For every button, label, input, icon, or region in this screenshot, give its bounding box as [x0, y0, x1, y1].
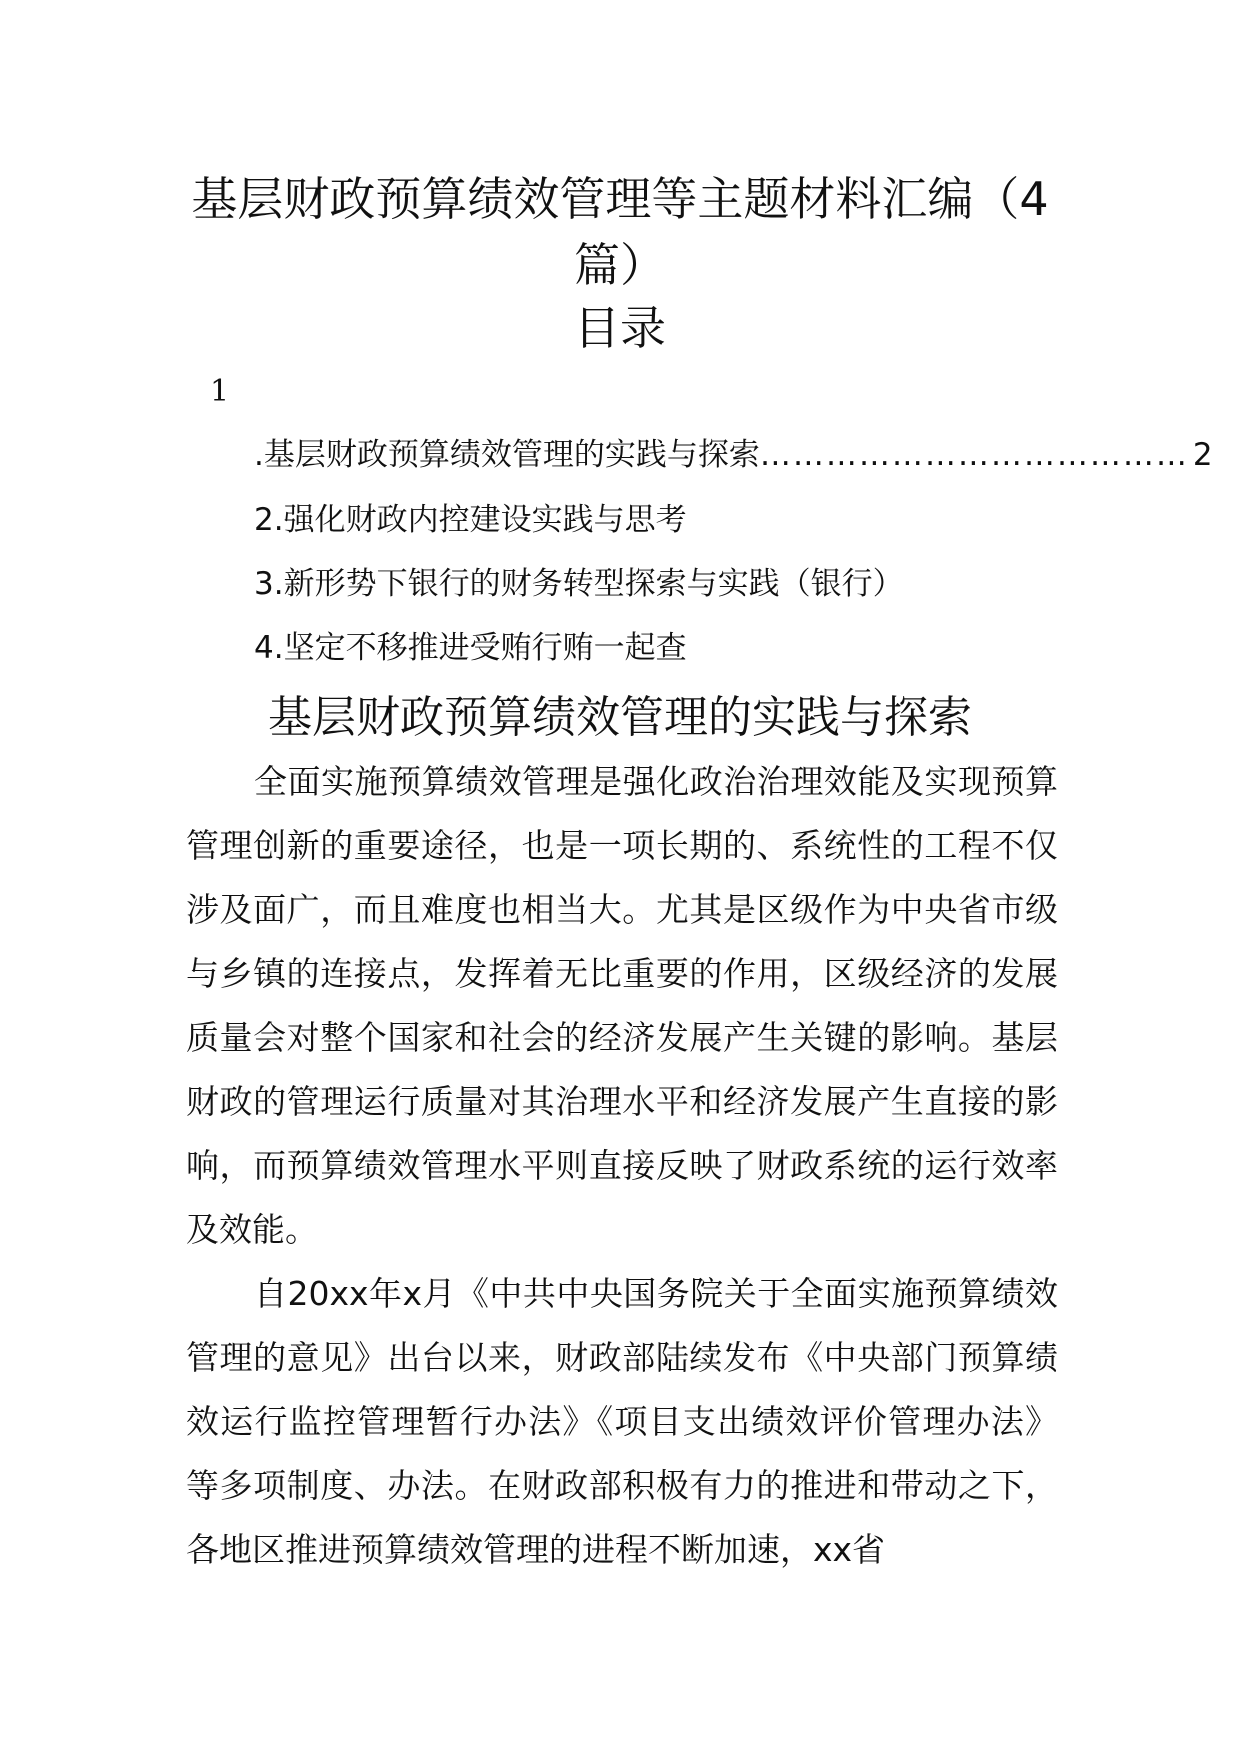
toc-item-1[interactable]	[254, 433, 1213, 477]
toc-leader-dots: …………………………………	[759, 437, 1189, 473]
toc-heading: 目录	[574, 301, 666, 355]
toc-item-label: .基层财政预算绩效管理的实践与探索	[254, 437, 760, 473]
toc-item-3[interactable]	[254, 562, 904, 606]
document-title-line-1: 基层财政预算绩效管理等主题材料汇编（4	[191, 172, 1049, 226]
body-paragraph-2: 自20xx年x月《中共中央国务院关于全面实施预算绩效管理的意见》出台以来，财政部陆续发布《中央部门预算绩效运行监控管理暂行办法》《项目支出绩效评价管理办法》等多项制度、办法。在财政部积极有力的推进和带动之下，各地区推进预算绩效管理的进程不断加速，xx省	[186, 1274, 1058, 1569]
document-title-line-2: 篇）	[574, 238, 666, 292]
toc-page-number: 2	[1192, 437, 1213, 473]
toc-item-label: 3.新形势下银行的财务转型探索与实践（银行）	[254, 566, 904, 602]
toc-number: 1	[210, 374, 230, 409]
toc-item-label: 4.坚定不移推进受贿行贿一起查	[254, 630, 687, 666]
section-title: 基层财政预算绩效管理的实践与探索	[268, 692, 972, 743]
toc-item-label: 2.强化财政内控建设实践与思考	[254, 502, 687, 538]
toc-item-4[interactable]	[254, 626, 687, 670]
toc-item-2[interactable]	[254, 498, 687, 542]
body-paragraph-1: 全面实施预算绩效管理是强化政治治理效能及实现预算管理创新的重要途径，也是一项长期的、系统性的工程不仅涉及面广，而且难度也相当大。尤其是区级作为中央省市级与乡镇的连接点，发挥着无比重要的作用，区级经济的发展质量会对整个国家和社会的经济发展产生关键的影响。基层财政的管理运行质量对其治理水平和经济发展产生直接的影响，而预算绩效管理水平则直接反映了财政系统的运行效率及效能。	[186, 762, 1058, 1249]
